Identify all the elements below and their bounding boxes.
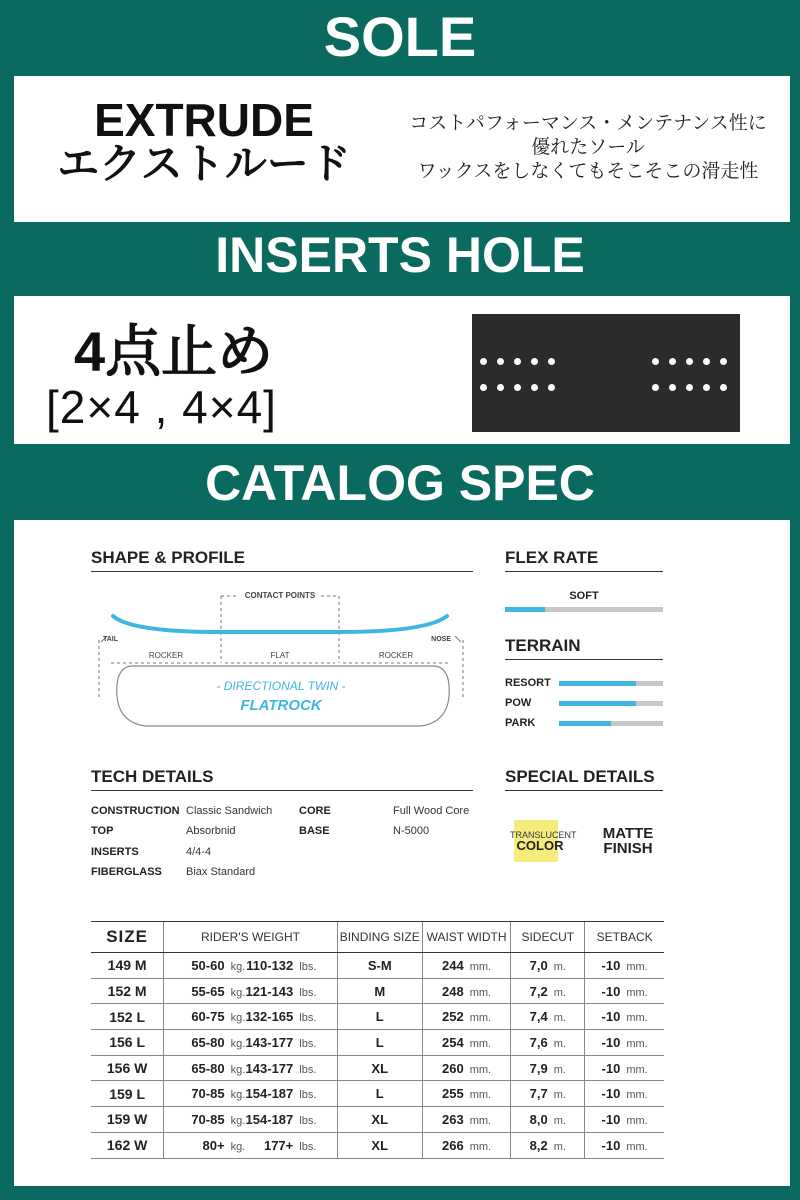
unit-kg: kg. bbox=[230, 1037, 246, 1050]
inserts-main: 4点止め bbox=[74, 320, 274, 383]
shape-label: - DIRECTIONAL TWIN - bbox=[216, 679, 346, 693]
tech-key: TOP bbox=[91, 825, 114, 837]
insert-hole-dot bbox=[669, 358, 676, 365]
unit-mm: mm. bbox=[626, 986, 648, 999]
terrain-bar-fill bbox=[559, 681, 636, 686]
sole-title-jp: エクストルード bbox=[57, 140, 351, 187]
sidecut-cell bbox=[511, 978, 585, 1004]
unit-mm: mm. bbox=[469, 1012, 492, 1025]
flex-rate-fill bbox=[505, 607, 545, 612]
insert-hole-dot bbox=[548, 358, 555, 365]
size-cell: 162 W bbox=[91, 1132, 164, 1158]
unit-kg: kg. bbox=[230, 1063, 246, 1076]
setback-value: -10 bbox=[601, 1060, 621, 1076]
sidecut-cell bbox=[511, 1132, 585, 1158]
setback-cell bbox=[585, 1107, 664, 1133]
tech-value: 4/4-4 bbox=[186, 846, 212, 858]
weight-kg: 70-85 bbox=[191, 1111, 225, 1127]
insert-hole-dot bbox=[497, 358, 504, 365]
unit-lbs: lbs. bbox=[299, 986, 317, 999]
size-cell: 159 W bbox=[91, 1107, 164, 1133]
table-row bbox=[91, 1132, 664, 1158]
sidecut-value: 7,0 bbox=[529, 957, 548, 973]
table-row bbox=[91, 953, 664, 979]
size-cell: 152 L bbox=[91, 1004, 164, 1030]
tech-value: Classic Sandwich bbox=[186, 805, 273, 817]
unit-mm: mm. bbox=[469, 986, 492, 999]
terrain-label: PARK bbox=[505, 717, 536, 729]
unit-lbs: lbs. bbox=[299, 1089, 317, 1102]
sidecut-cell bbox=[511, 1030, 585, 1056]
insert-hole-dot bbox=[514, 358, 521, 365]
weight-kg: 65-80 bbox=[191, 1034, 225, 1050]
setback-value: -10 bbox=[601, 1086, 621, 1102]
insert-hole-dot bbox=[480, 358, 487, 365]
terrain-label: RESORT bbox=[505, 677, 551, 689]
sidecut-value: 7,2 bbox=[529, 983, 548, 999]
weight-kg: 60-75 bbox=[191, 1009, 225, 1025]
unit-kg: kg. bbox=[230, 1089, 246, 1102]
inserts-heading: INSERTS HOLE bbox=[215, 227, 585, 283]
waist-value: 248 bbox=[442, 983, 464, 999]
binding-cell: XL bbox=[337, 1107, 422, 1133]
binding-cell: XL bbox=[337, 1132, 422, 1158]
waist-value: 263 bbox=[442, 1111, 464, 1127]
sidecut-value: 7,7 bbox=[529, 1086, 548, 1102]
sidecut-cell bbox=[511, 1004, 585, 1030]
weight-lbs: 121-143 bbox=[245, 983, 294, 999]
sole-panel bbox=[14, 76, 790, 222]
weight-cell bbox=[164, 1081, 337, 1107]
size-table bbox=[91, 921, 664, 1159]
waist-value: 254 bbox=[442, 1034, 464, 1050]
waist-value: 255 bbox=[442, 1086, 464, 1102]
size-cell: 152 M bbox=[91, 978, 164, 1004]
unit-m: m. bbox=[553, 1063, 566, 1076]
badge-matte-text: MATTE bbox=[602, 825, 654, 842]
unit-mm: mm. bbox=[469, 1089, 492, 1102]
sidecut-value: 7,6 bbox=[529, 1034, 548, 1050]
weight-kg: 50-60 bbox=[191, 957, 225, 973]
unit-mm: mm. bbox=[626, 960, 648, 973]
badge-finish-text: FINISH bbox=[603, 840, 653, 857]
table-row bbox=[91, 1004, 664, 1030]
setback-value: -10 bbox=[601, 1137, 621, 1153]
weight-kg: 65-80 bbox=[191, 1060, 225, 1076]
weight-cell bbox=[164, 1004, 337, 1030]
nose-label: NOSE bbox=[431, 636, 451, 643]
terrain-heading: TERRAIN bbox=[505, 636, 663, 660]
unit-mm: mm. bbox=[626, 1114, 648, 1127]
sole-description-line: コストパフォーマンス・メンテナンス性に bbox=[409, 113, 767, 134]
unit-mm: mm. bbox=[469, 1114, 492, 1127]
weight-cell bbox=[164, 1055, 337, 1081]
weight-kg: 80+ bbox=[202, 1137, 225, 1153]
insert-hole-dot bbox=[531, 358, 538, 365]
table-row bbox=[91, 978, 664, 1004]
waist-cell bbox=[422, 1030, 511, 1056]
insert-hole-dot bbox=[497, 384, 504, 391]
table-row bbox=[91, 1081, 664, 1107]
tech-value: N-5000 bbox=[393, 825, 430, 837]
size-cell: 156 W bbox=[91, 1055, 164, 1081]
sole-description bbox=[390, 112, 786, 184]
size-cell: 159 L bbox=[91, 1081, 164, 1107]
sidecut-value: 7,9 bbox=[529, 1060, 548, 1076]
tech-key: CONSTRUCTION bbox=[91, 805, 180, 817]
sole-description-line: ワックスをしなくてもそこそこの滑走性 bbox=[417, 161, 759, 182]
sole-title bbox=[34, 94, 374, 187]
setback-cell bbox=[585, 1081, 664, 1107]
sidecut-cell bbox=[511, 1081, 585, 1107]
unit-kg: kg. bbox=[230, 986, 246, 999]
terrain-bar-fill bbox=[559, 701, 636, 706]
binding-cell: L bbox=[337, 1081, 422, 1107]
unit-lbs: lbs. bbox=[299, 960, 317, 973]
unit-mm: mm. bbox=[626, 1140, 648, 1153]
weight-lbs: 110-132 bbox=[246, 957, 294, 973]
tech-value: Full Wood Core bbox=[393, 805, 470, 817]
unit-mm: mm. bbox=[469, 1063, 492, 1076]
terrain-bar-fill bbox=[559, 721, 611, 726]
binding-cell: L bbox=[337, 1004, 422, 1030]
weight-cell bbox=[164, 1030, 337, 1056]
waist-cell bbox=[422, 978, 511, 1004]
flat-label: FLAT bbox=[270, 651, 290, 660]
tech-key: FIBERGLASS bbox=[91, 866, 162, 878]
setback-value: -10 bbox=[601, 1034, 621, 1050]
profile-label: FLATROCK bbox=[240, 697, 322, 714]
waist-cell bbox=[422, 1081, 511, 1107]
insert-hole-dot bbox=[720, 358, 727, 365]
sidecut-value: 8,2 bbox=[529, 1137, 548, 1153]
special-details-heading: SPECIAL DETAILS bbox=[505, 767, 663, 791]
weight-cell bbox=[164, 1132, 337, 1158]
binding-cell: L bbox=[337, 1030, 422, 1056]
unit-mm: mm. bbox=[469, 1140, 492, 1153]
unit-lbs: lbs. bbox=[299, 1063, 317, 1076]
contact-points-label: CONTACT POINTS bbox=[244, 591, 316, 600]
unit-lbs: lbs. bbox=[299, 1012, 317, 1025]
weight-kg: 70-85 bbox=[191, 1086, 225, 1102]
translucent-color-badge bbox=[510, 820, 577, 860]
tech-key: INSERTS bbox=[91, 846, 139, 858]
shape-profile-heading: SHAPE & PROFILE bbox=[91, 548, 473, 572]
unit-m: m. bbox=[553, 986, 566, 999]
col-sidecut: SIDECUT bbox=[511, 922, 585, 953]
col-setback: SETBACK bbox=[585, 922, 664, 953]
unit-m: m. bbox=[553, 1012, 566, 1025]
unit-kg: kg. bbox=[230, 1012, 246, 1025]
col-size: SIZE bbox=[91, 922, 164, 953]
badge-color-text: COLOR bbox=[516, 838, 564, 853]
unit-mm: mm. bbox=[626, 1063, 648, 1076]
badge-translucent-text: TRANSLUCENT bbox=[510, 830, 577, 840]
unit-m: m. bbox=[553, 960, 566, 973]
weight-cell bbox=[164, 1107, 337, 1133]
insert-hole-dot bbox=[720, 384, 727, 391]
rocker-right-label: ROCKER bbox=[378, 651, 414, 660]
table-row bbox=[91, 1055, 664, 1081]
inserts-sub: [2×4 , 4×4] bbox=[46, 381, 277, 433]
unit-lbs: lbs. bbox=[299, 1114, 317, 1127]
setback-cell bbox=[585, 978, 664, 1004]
flex-rate-heading: FLEX RATE bbox=[505, 548, 663, 572]
flex-rate-label: SOFT bbox=[569, 590, 599, 602]
weight-lbs: 154-187 bbox=[245, 1086, 294, 1102]
tech-details-heading: TECH DETAILS bbox=[91, 767, 473, 791]
setback-cell bbox=[585, 1004, 664, 1030]
weight-lbs: 177+ bbox=[263, 1137, 294, 1153]
table-row bbox=[91, 1030, 664, 1056]
col-waist-width: WAIST WIDTH bbox=[422, 922, 511, 953]
unit-mm: mm. bbox=[469, 960, 492, 973]
tail-label: TAIL bbox=[103, 636, 119, 643]
unit-lbs: lbs. bbox=[299, 1037, 317, 1050]
catalog-heading: CATALOG SPEC bbox=[205, 455, 595, 511]
setback-value: -10 bbox=[601, 983, 621, 999]
matte-finish-badge bbox=[598, 826, 658, 856]
sidecut-cell bbox=[511, 1107, 585, 1133]
sole-heading: SOLE bbox=[323, 5, 477, 68]
sidecut-value: 7,4 bbox=[529, 1009, 548, 1025]
insert-hole-dot bbox=[669, 384, 676, 391]
unit-mm: mm. bbox=[626, 1012, 648, 1025]
inserts-board-image bbox=[472, 314, 740, 432]
waist-value: 252 bbox=[442, 1009, 464, 1025]
insert-hole-dot bbox=[548, 384, 555, 391]
tech-key: BASE bbox=[299, 825, 330, 837]
size-table-header bbox=[91, 922, 664, 953]
insert-hole-dot bbox=[652, 384, 659, 391]
weight-lbs: 143-177 bbox=[245, 1060, 294, 1076]
weight-lbs: 143-177 bbox=[245, 1034, 294, 1050]
waist-cell bbox=[422, 953, 511, 979]
insert-hole-dot bbox=[703, 358, 710, 365]
setback-value: -10 bbox=[601, 957, 621, 973]
waist-value: 244 bbox=[442, 957, 464, 973]
waist-cell bbox=[422, 1132, 511, 1158]
sole-title-en: EXTRUDE bbox=[94, 94, 314, 146]
sidecut-value: 8,0 bbox=[529, 1111, 548, 1127]
col-riders-weight: RIDER'S WEIGHT bbox=[164, 922, 337, 953]
insert-hole-dot bbox=[703, 384, 710, 391]
insert-hole-dot bbox=[514, 384, 521, 391]
unit-mm: mm. bbox=[626, 1089, 648, 1102]
unit-kg: kg. bbox=[230, 960, 246, 973]
profile-diagram bbox=[91, 578, 491, 758]
sidecut-cell bbox=[511, 1055, 585, 1081]
binding-cell: M bbox=[337, 978, 422, 1004]
sole-description-line: 優れたソール bbox=[531, 137, 645, 158]
tech-value: Biax Standard bbox=[186, 866, 256, 878]
setback-value: -10 bbox=[601, 1009, 621, 1025]
inserts-panel bbox=[14, 296, 790, 444]
waist-value: 266 bbox=[442, 1137, 464, 1153]
weight-cell bbox=[164, 953, 337, 979]
waist-cell bbox=[422, 1107, 511, 1133]
tech-value: Absorbnid bbox=[186, 825, 236, 837]
setback-cell bbox=[585, 953, 664, 979]
setback-cell bbox=[585, 1055, 664, 1081]
unit-mm: mm. bbox=[626, 1037, 648, 1050]
unit-m: m. bbox=[553, 1089, 566, 1102]
unit-mm: mm. bbox=[469, 1037, 492, 1050]
size-cell: 149 M bbox=[91, 953, 164, 979]
tech-key: CORE bbox=[299, 805, 331, 817]
waist-cell bbox=[422, 1055, 511, 1081]
weight-lbs: 154-187 bbox=[245, 1111, 294, 1127]
weight-lbs: 132-165 bbox=[245, 1009, 294, 1025]
table-row bbox=[91, 1107, 664, 1133]
sidecut-cell bbox=[511, 953, 585, 979]
setback-cell bbox=[585, 1132, 664, 1158]
weight-kg: 55-65 bbox=[191, 983, 225, 999]
terrain-label: POW bbox=[505, 697, 532, 709]
size-cell: 156 L bbox=[91, 1030, 164, 1056]
insert-hole-dot bbox=[480, 384, 487, 391]
catalog-panel bbox=[14, 520, 790, 1186]
binding-cell: XL bbox=[337, 1055, 422, 1081]
insert-hole-dot bbox=[652, 358, 659, 365]
col-binding-size: BINDING SIZE bbox=[337, 922, 422, 953]
unit-kg: kg. bbox=[230, 1140, 246, 1153]
insert-hole-dot bbox=[686, 384, 693, 391]
rocker-left-label: ROCKER bbox=[148, 651, 184, 660]
setback-cell bbox=[585, 1030, 664, 1056]
unit-m: m. bbox=[553, 1140, 566, 1153]
weight-cell bbox=[164, 978, 337, 1004]
unit-kg: kg. bbox=[230, 1114, 246, 1127]
waist-value: 260 bbox=[442, 1060, 464, 1076]
insert-hole-dot bbox=[686, 358, 693, 365]
binding-cell: S-M bbox=[337, 953, 422, 979]
unit-m: m. bbox=[553, 1114, 566, 1127]
insert-hole-dot bbox=[531, 384, 538, 391]
waist-cell bbox=[422, 1004, 511, 1030]
unit-m: m. bbox=[553, 1037, 566, 1050]
setback-value: -10 bbox=[601, 1111, 621, 1127]
unit-lbs: lbs. bbox=[299, 1140, 317, 1153]
